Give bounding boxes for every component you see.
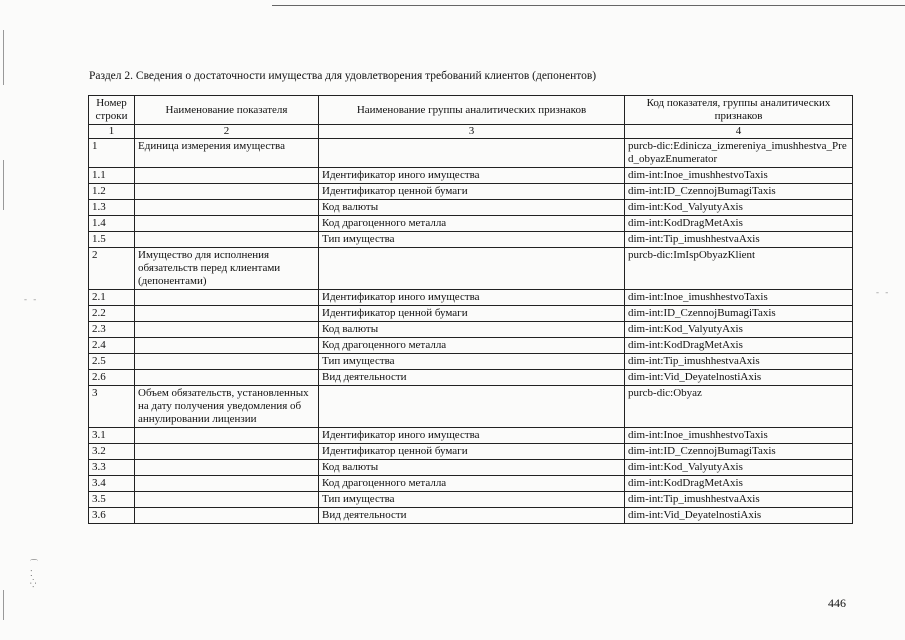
header-group-name: Наименование группы аналитических признаков xyxy=(319,96,625,125)
indicator-name-cell: Имущество для исполнения обязательств перед клиентами (депонентами) xyxy=(135,248,319,290)
group-name-cell: Идентификатор ценной бумаги xyxy=(319,306,625,322)
indicator-name-cell xyxy=(135,428,319,444)
indicator-name-cell xyxy=(135,200,319,216)
section-title: Раздел 2. Сведения о достаточности имущества для удовлетворения требований клиентов (депонентов) xyxy=(89,70,597,82)
margin-dash: - - xyxy=(24,294,39,304)
table-row xyxy=(89,168,853,184)
row-number-cell: 1.1 xyxy=(89,168,135,184)
row-number-cell: 1.4 xyxy=(89,216,135,232)
row-number-cell: 3.5 xyxy=(89,492,135,508)
code-cell: dim-int:ID_CzennojBumagiTaxis xyxy=(625,184,853,200)
header-code: Код показателя, группы аналитических признаков xyxy=(625,96,853,125)
row-number-cell: 3.4 xyxy=(89,476,135,492)
header-indicator-name: Наименование показателя xyxy=(135,96,319,125)
indicator-name-cell xyxy=(135,460,319,476)
code-cell: purcb-dic:Obyaz xyxy=(625,386,853,428)
scan-artifact: ⌒ ⁚ ⁛ xyxy=(30,559,38,588)
table-row xyxy=(89,216,853,232)
table-row xyxy=(89,139,853,168)
table-row xyxy=(89,428,853,444)
row-number-cell: 1 xyxy=(89,139,135,168)
column-number: 1 xyxy=(89,125,135,139)
page-number: 446 xyxy=(828,596,846,610)
row-number-cell: 2.2 xyxy=(89,306,135,322)
row-number-cell: 2.6 xyxy=(89,370,135,386)
row-number-cell: 3.2 xyxy=(89,444,135,460)
indicator-name-cell xyxy=(135,338,319,354)
row-number-cell: 2.4 xyxy=(89,338,135,354)
column-number: 4 xyxy=(625,125,853,139)
table-row xyxy=(89,508,853,524)
row-number-cell: 3.1 xyxy=(89,428,135,444)
indicator-name-cell xyxy=(135,232,319,248)
code-cell: dim-int:Tip_imushhestvaAxis xyxy=(625,232,853,248)
row-number-cell: 2 xyxy=(89,248,135,290)
code-cell: dim-int:Inoe_imushhestvoTaxis xyxy=(625,290,853,306)
row-number-cell: 3.6 xyxy=(89,508,135,524)
indicator-name-cell xyxy=(135,306,319,322)
row-number-cell: 2.1 xyxy=(89,290,135,306)
scan-edge-mark xyxy=(3,30,4,85)
code-cell: dim-int:KodDragMetAxis xyxy=(625,216,853,232)
group-name-cell: Тип имущества xyxy=(319,492,625,508)
code-cell: dim-int:KodDragMetAxis xyxy=(625,338,853,354)
table-row xyxy=(89,386,853,428)
group-name-cell: Вид деятельности xyxy=(319,370,625,386)
code-cell: dim-int:ID_CzennojBumagiTaxis xyxy=(625,444,853,460)
code-cell: dim-int:Tip_imushhestvaAxis xyxy=(625,354,853,370)
code-cell: dim-int:Tip_imushhestvaAxis xyxy=(625,492,853,508)
group-name-cell: Код валюты xyxy=(319,322,625,338)
group-name-cell: Тип имущества xyxy=(319,232,625,248)
table-row xyxy=(89,338,853,354)
group-name-cell: Вид деятельности xyxy=(319,508,625,524)
row-number-cell: 1.5 xyxy=(89,232,135,248)
table-row xyxy=(89,248,853,290)
table-row xyxy=(89,492,853,508)
indicator-name-cell: Единица измерения имущества xyxy=(135,139,319,168)
code-cell: dim-int:KodDragMetAxis xyxy=(625,476,853,492)
group-name-cell: Код драгоценного металла xyxy=(319,476,625,492)
group-name-cell: Тип имущества xyxy=(319,354,625,370)
margin-dash: - - xyxy=(876,287,891,297)
group-name-cell: Код драгоценного металла xyxy=(319,216,625,232)
table-row xyxy=(89,322,853,338)
group-name-cell: Код драгоценного металла xyxy=(319,338,625,354)
indicator-name-cell xyxy=(135,370,319,386)
row-number-cell: 1.3 xyxy=(89,200,135,216)
indicator-name-cell xyxy=(135,508,319,524)
table-row xyxy=(89,200,853,216)
group-name-cell xyxy=(319,248,625,290)
table-row xyxy=(89,290,853,306)
scan-edge-mark xyxy=(3,160,4,210)
table-row xyxy=(89,184,853,200)
indicators-table xyxy=(88,95,853,524)
indicator-name-cell xyxy=(135,216,319,232)
code-cell: dim-int:Kod_ValyutyAxis xyxy=(625,460,853,476)
code-cell: purcb-dic:ImIspObyazKlient xyxy=(625,248,853,290)
code-cell: dim-int:Inoe_imushhestvoTaxis xyxy=(625,428,853,444)
group-name-cell: Идентификатор ценной бумаги xyxy=(319,184,625,200)
indicator-name-cell xyxy=(135,290,319,306)
column-number: 3 xyxy=(319,125,625,139)
group-name-cell: Идентификатор иного имущества xyxy=(319,428,625,444)
code-cell: dim-int:Vid_DeyatelnostiAxis xyxy=(625,370,853,386)
indicator-name-cell xyxy=(135,444,319,460)
code-cell: dim-int:ID_CzennojBumagiTaxis xyxy=(625,306,853,322)
indicator-name-cell xyxy=(135,354,319,370)
row-number-cell: 3.3 xyxy=(89,460,135,476)
group-name-cell xyxy=(319,139,625,168)
header-row-number: Номер строки xyxy=(89,96,135,125)
group-name-cell: Идентификатор иного имущества xyxy=(319,290,625,306)
group-name-cell: Идентификатор ценной бумаги xyxy=(319,444,625,460)
table-row xyxy=(89,306,853,322)
scan-edge-mark xyxy=(3,590,4,620)
code-cell: dim-int:Vid_DeyatelnostiAxis xyxy=(625,508,853,524)
top-rule xyxy=(272,5,905,6)
row-number-cell: 1.2 xyxy=(89,184,135,200)
indicator-name-cell xyxy=(135,476,319,492)
column-numbers-row xyxy=(89,125,853,139)
indicator-name-cell xyxy=(135,492,319,508)
group-name-cell: Код валюты xyxy=(319,200,625,216)
header-row xyxy=(89,96,853,125)
row-number-cell: 2.5 xyxy=(89,354,135,370)
table-row xyxy=(89,354,853,370)
indicator-name-cell: Объем обязательств, установленных на дату получения уведомления об аннулировании лицензии xyxy=(135,386,319,428)
group-name-cell xyxy=(319,386,625,428)
column-number: 2 xyxy=(135,125,319,139)
row-number-cell: 2.3 xyxy=(89,322,135,338)
row-number-cell: 3 xyxy=(89,386,135,428)
indicator-name-cell xyxy=(135,322,319,338)
table-row xyxy=(89,444,853,460)
table-row xyxy=(89,476,853,492)
table-row xyxy=(89,370,853,386)
code-cell: dim-int:Inoe_imushhestvoTaxis xyxy=(625,168,853,184)
indicator-name-cell xyxy=(135,168,319,184)
code-cell: dim-int:Kod_ValyutyAxis xyxy=(625,322,853,338)
group-name-cell: Код валюты xyxy=(319,460,625,476)
indicator-name-cell xyxy=(135,184,319,200)
code-cell: purcb-dic:Edinicza_izmereniya_imushhestva_Pred_obyazEnumerator xyxy=(625,139,853,168)
table-row xyxy=(89,232,853,248)
group-name-cell: Идентификатор иного имущества xyxy=(319,168,625,184)
code-cell: dim-int:Kod_ValyutyAxis xyxy=(625,200,853,216)
table-row xyxy=(89,460,853,476)
